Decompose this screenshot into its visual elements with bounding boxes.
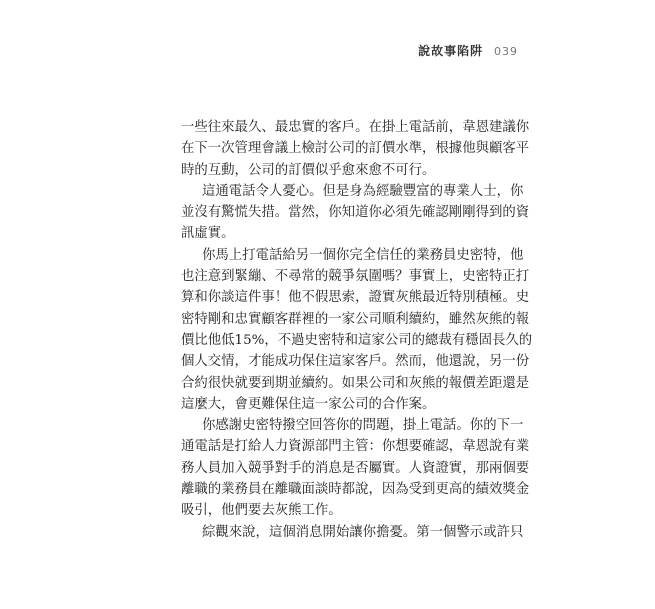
paragraph: [181, 245, 533, 415]
text-line: 務人員加入競爭對手的消息是否屬實。人資證實，那兩個要: [181, 460, 530, 476]
text-line: 合約很快就要到期並續約。如果公司和灰熊的報價差距還是: [181, 375, 530, 391]
chapter-title: 說故事陷阱: [418, 44, 484, 58]
text-line: 時的互動，公司的訂價似乎愈來愈不可行。: [181, 162, 436, 178]
text-line: 這通電話令人憂心。但是身為經驗豐富的專業人士，你: [202, 183, 524, 199]
text-line: 離職的業務員在離職面談時都說，因為受到更高的績效獎金: [181, 482, 530, 498]
text-line: 訊虛實。: [181, 226, 235, 242]
text-line: 個人交情，才能成功保住這家客戶。然而，他還說，另一份: [181, 354, 530, 370]
text-line: 並沒有驚慌失措。當然，你知道你必須先確認剛剛得到的資: [181, 205, 530, 221]
text-line: 綜觀來說，這個消息開始讓你擔憂。第一個警示或許只: [202, 524, 524, 540]
paragraph: [181, 522, 524, 543]
text-line: 通電話是打給人力資源部門主管：你想要確認，韋恩說有業: [181, 439, 530, 455]
paragraph: [181, 181, 530, 245]
text-line: 在下一次管理會議上檢討公司的訂價水準，根據他與顧客平: [181, 141, 530, 157]
text-line: 你感謝史密特撥空回答你的問題，掛上電話。你的下一: [202, 418, 524, 434]
text-line: 這麼大，會更難保住這一家公司的合作案。: [181, 396, 436, 412]
text-line: 價比他低15%，不過史密特和這家公司的總裁有穩固長久的: [181, 332, 533, 348]
text-line: 你馬上打電話給另一個你完全信任的業務員史密特，他: [202, 247, 524, 263]
page-number: 039: [494, 45, 518, 58]
body-text: [181, 117, 533, 543]
text-line: 一些往來最久、最忠實的客戶。在掛上電話前，韋恩建議你: [181, 120, 530, 135]
text-line: 算和你談這件事！他不假思索，證實灰熊最近特別積極。史: [181, 290, 530, 306]
text-line: 密特剛和忠實顧客群裡的一家公司順利續約，雖然灰熊的報: [181, 311, 530, 327]
running-header: [418, 42, 518, 59]
text-line: 也注意到緊繃、不尋常的競爭氛圍嗎？事實上，史密特正打: [181, 269, 530, 285]
paragraph: [181, 117, 530, 181]
text-line: 吸引，他們要去灰熊工作。: [181, 503, 342, 519]
paragraph: [181, 415, 530, 521]
